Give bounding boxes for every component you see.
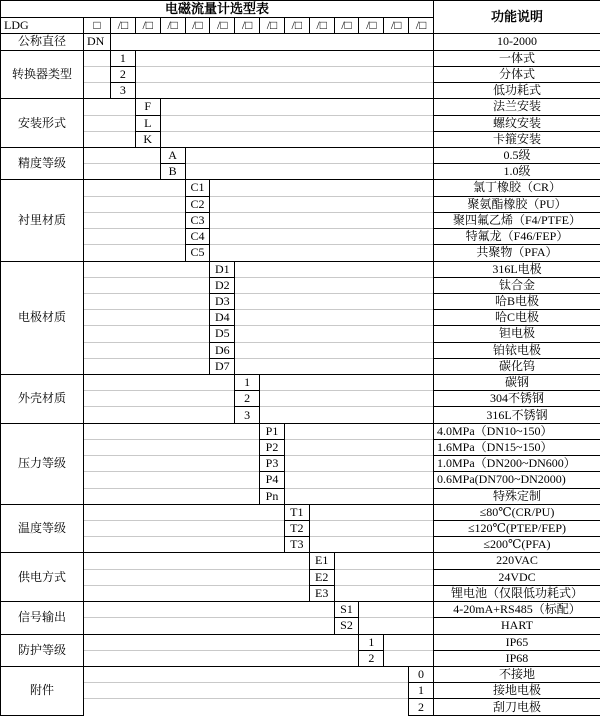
- left-span-cell: [84, 521, 285, 537]
- function-cell: 1.0级: [433, 164, 600, 180]
- right-span-cell: [334, 553, 433, 569]
- code-cell: D2: [210, 277, 235, 293]
- right-span-cell: [160, 99, 433, 115]
- code-cell: D5: [210, 326, 235, 342]
- code-cell: T1: [284, 504, 309, 520]
- function-cell: 钛合金: [433, 277, 600, 293]
- code-cell: E3: [309, 585, 334, 601]
- left-span-cell: [84, 602, 335, 618]
- right-span-cell: [135, 66, 433, 82]
- selection-row: [1, 456, 600, 472]
- right-span-cell: [160, 115, 433, 131]
- category-cell: 电极材质: [1, 261, 84, 375]
- code-cell: P1: [260, 423, 285, 439]
- function-cell: 聚氨酯橡胶（PU）: [433, 196, 600, 212]
- model-slash-box-cell: /□: [260, 18, 285, 34]
- code-cell: B: [160, 164, 185, 180]
- function-cell: 氯丁橡胶（CR）: [433, 180, 600, 196]
- function-cell: 特殊定制: [433, 488, 600, 504]
- function-cell: ≤200℃(PFA): [433, 537, 600, 553]
- model-slash-box-cell: /□: [409, 18, 434, 34]
- right-span-cell: [309, 504, 433, 520]
- category-cell: 公称直径: [1, 34, 84, 50]
- function-cell: 220VAC: [433, 553, 600, 569]
- function-cell: 卡箍安装: [433, 131, 600, 147]
- left-span-cell: [84, 537, 285, 553]
- function-cell: 碳钢: [433, 375, 600, 391]
- function-cell: 一体式: [433, 50, 600, 66]
- function-cell: 碳化钨: [433, 358, 600, 374]
- right-span-cell: [160, 131, 433, 147]
- model-slash-box-cell: /□: [111, 18, 136, 34]
- left-span-cell: [84, 131, 136, 147]
- selection-row: [1, 602, 600, 618]
- left-span-cell: [84, 147, 161, 163]
- selection-row: [1, 326, 600, 342]
- selection-row: [1, 699, 600, 716]
- function-cell: 316L电极: [433, 261, 600, 277]
- function-cell: IP68: [433, 650, 600, 666]
- model-slash-box-cell: /□: [384, 18, 409, 34]
- right-span-cell: [235, 326, 434, 342]
- code-cell: C4: [185, 229, 210, 245]
- code-cell: P4: [260, 472, 285, 488]
- right-span-cell: [284, 488, 433, 504]
- code-cell: A: [160, 147, 185, 163]
- category-cell: 安装形式: [1, 99, 84, 148]
- function-cell: 共聚物（PFA）: [433, 245, 600, 261]
- right-span-cell: [185, 164, 433, 180]
- left-span-cell: [84, 423, 260, 439]
- left-span-cell: [84, 164, 161, 180]
- selection-row: [1, 83, 600, 99]
- function-cell: 哈B电极: [433, 293, 600, 309]
- left-span-cell: [84, 634, 359, 650]
- selection-row: [1, 50, 600, 66]
- selection-row: [1, 521, 600, 537]
- selection-row: [1, 488, 600, 504]
- selection-row: [1, 683, 600, 699]
- function-cell: 10-2000: [433, 34, 600, 50]
- right-span-cell: [284, 472, 433, 488]
- selection-row: [1, 423, 600, 439]
- selection-row: [1, 666, 600, 682]
- model-slash-box-cell: /□: [359, 18, 384, 34]
- code-cell: Pn: [260, 488, 285, 504]
- right-span-cell: [384, 650, 434, 666]
- left-span-cell: [84, 310, 210, 326]
- function-cell: ≤80℃(CR/PU): [433, 504, 600, 520]
- right-span-cell: [135, 83, 433, 99]
- function-cell: 24VDC: [433, 569, 600, 585]
- right-span-cell: [235, 293, 434, 309]
- right-span-cell: [260, 375, 434, 391]
- code-cell: 1: [111, 50, 136, 66]
- selection-row: [1, 245, 600, 261]
- left-span-cell: [84, 99, 136, 115]
- function-cell: IP65: [433, 634, 600, 650]
- left-span-cell: [84, 618, 335, 634]
- code-cell: D1: [210, 261, 235, 277]
- function-cell: 接地电极: [433, 683, 600, 699]
- right-span-cell: [235, 310, 434, 326]
- category-cell: 供电方式: [1, 553, 84, 602]
- model-slash-box-cell: /□: [160, 18, 185, 34]
- model-slash-box-cell: /□: [235, 18, 260, 34]
- code-cell: E1: [309, 553, 334, 569]
- selection-row: [1, 277, 600, 293]
- selection-row: [1, 472, 600, 488]
- function-cell: 1.6MPa（DN15~150）: [433, 439, 600, 455]
- right-span-cell: [210, 245, 434, 261]
- left-span-cell: [84, 342, 210, 358]
- code-cell: C5: [185, 245, 210, 261]
- left-span-cell: [84, 472, 260, 488]
- right-span-cell: [210, 180, 434, 196]
- selection-row: [1, 618, 600, 634]
- right-span-cell: [235, 277, 434, 293]
- left-span-cell: [84, 293, 210, 309]
- right-span-cell: [359, 618, 434, 634]
- right-span-cell: [235, 342, 434, 358]
- model-box-cell: □: [84, 18, 111, 34]
- left-span-cell: [84, 245, 186, 261]
- right-span-cell: [309, 521, 433, 537]
- code-cell: S1: [334, 602, 359, 618]
- function-cell: 螺纹安装: [433, 115, 600, 131]
- code-cell: 1: [359, 634, 384, 650]
- left-span-cell: [84, 391, 235, 407]
- code-cell: 0: [409, 666, 434, 682]
- selection-row: [1, 34, 600, 50]
- selection-row: [1, 634, 600, 650]
- code-cell: C1: [185, 180, 210, 196]
- code-cell: T2: [284, 521, 309, 537]
- left-span-cell: [84, 650, 359, 666]
- model-slash-box-cell: /□: [185, 18, 210, 34]
- left-span-cell: [84, 585, 310, 601]
- selection-row: [1, 180, 600, 196]
- right-span-cell: [284, 456, 433, 472]
- code-cell: K: [135, 131, 160, 147]
- selection-row: [1, 375, 600, 391]
- left-span-cell: [84, 358, 210, 374]
- function-cell: 不接地: [433, 666, 600, 682]
- code-cell: 2: [111, 66, 136, 82]
- code-cell: F: [135, 99, 160, 115]
- right-span-cell: [210, 212, 434, 228]
- selection-row: [1, 66, 600, 82]
- left-span-cell: [84, 180, 186, 196]
- selection-row: [1, 164, 600, 180]
- function-cell: 哈C电极: [433, 310, 600, 326]
- selection-row: [1, 439, 600, 455]
- model-slash-box-cell: /□: [135, 18, 160, 34]
- function-cell: 0.5级: [433, 147, 600, 163]
- code-cell: 2: [235, 391, 260, 407]
- selection-row: [1, 342, 600, 358]
- left-span-cell: [84, 699, 409, 716]
- function-cell: 聚四氟乙烯（F4/PTFE）: [433, 212, 600, 228]
- model-slash-box-cell: /□: [284, 18, 309, 34]
- category-cell: 转换器类型: [1, 50, 84, 99]
- left-span-cell: [84, 439, 260, 455]
- code-cell: 3: [111, 83, 136, 99]
- code-cell: P3: [260, 456, 285, 472]
- code-cell: 1: [409, 683, 434, 699]
- code-cell: P2: [260, 439, 285, 455]
- title-row: [1, 1, 600, 18]
- function-cell: 特氟龙（F46/FEP）: [433, 229, 600, 245]
- function-cell: 法兰安装: [433, 99, 600, 115]
- function-cell: 锂电池（仅限低功耗式）: [433, 585, 600, 601]
- selection-row: [1, 537, 600, 553]
- right-span-cell: [185, 147, 433, 163]
- left-span-cell: [84, 115, 136, 131]
- function-cell: 4-20mA+RS485（标配）: [433, 602, 600, 618]
- sheet-title: 电磁流量计选型表: [1, 1, 434, 18]
- function-cell: 1.0MPa（DN200~DN600）: [433, 456, 600, 472]
- left-span-cell: [84, 277, 210, 293]
- left-span-cell: [84, 212, 186, 228]
- function-cell: 刮刀电极: [433, 699, 600, 716]
- code-cell: C2: [185, 196, 210, 212]
- selection-row: [1, 229, 600, 245]
- model-slash-box-cell: /□: [334, 18, 359, 34]
- right-span-cell: [210, 229, 434, 245]
- left-span-cell: [84, 553, 310, 569]
- right-span-cell: [235, 358, 434, 374]
- left-span-cell: [84, 229, 186, 245]
- left-span-cell: [84, 407, 235, 423]
- right-span-cell: [284, 423, 433, 439]
- selection-row: [1, 650, 600, 666]
- code-cell: L: [135, 115, 160, 131]
- right-span-cell: [210, 196, 434, 212]
- selection-row: [1, 553, 600, 569]
- category-cell: 衬里材质: [1, 180, 84, 261]
- right-span-cell: [284, 439, 433, 455]
- left-span-cell: [84, 666, 409, 682]
- code-cell: D7: [210, 358, 235, 374]
- right-span-cell: [359, 602, 434, 618]
- function-cell: ≤120℃(PTEP/FEP): [433, 521, 600, 537]
- code-cell: 2: [409, 699, 434, 716]
- code-cell: D4: [210, 310, 235, 326]
- selection-row: [1, 115, 600, 131]
- table-body: [1, 1, 600, 716]
- right-span-cell: [334, 585, 433, 601]
- right-span-cell: [384, 634, 434, 650]
- right-span-cell: [260, 391, 434, 407]
- function-cell: 铂铱电极: [433, 342, 600, 358]
- code-cell: S2: [334, 618, 359, 634]
- code-cell: C3: [185, 212, 210, 228]
- left-span-cell: [84, 83, 111, 99]
- left-span-cell: [84, 456, 260, 472]
- selection-row: [1, 196, 600, 212]
- left-span-cell: [84, 66, 111, 82]
- right-span-cell: [260, 407, 434, 423]
- code-cell: T3: [284, 537, 309, 553]
- category-cell: 压力等级: [1, 423, 84, 504]
- code-cell: D3: [210, 293, 235, 309]
- selection-row: [1, 147, 600, 163]
- function-cell: 0.6MPa(DN700~DN2000): [433, 472, 600, 488]
- selection-row: [1, 261, 600, 277]
- right-span-cell: [135, 50, 433, 66]
- left-span-cell: [84, 50, 111, 66]
- right-span-cell: [111, 34, 434, 50]
- selection-row: [1, 310, 600, 326]
- left-span-cell: [84, 196, 186, 212]
- left-span-cell: [84, 326, 210, 342]
- function-cell: 分体式: [433, 66, 600, 82]
- selection-row: [1, 569, 600, 585]
- selection-row: [1, 212, 600, 228]
- code-cell: E2: [309, 569, 334, 585]
- function-cell: 316L不锈钢: [433, 407, 600, 423]
- function-cell: 钽电极: [433, 326, 600, 342]
- selection-row: [1, 358, 600, 374]
- function-cell: 4.0MPa（DN10~150）: [433, 423, 600, 439]
- model-slash-box-cell: /□: [309, 18, 334, 34]
- left-span-cell: [84, 504, 285, 520]
- code-cell: D6: [210, 342, 235, 358]
- selection-row: [1, 99, 600, 115]
- model-prefix-cell: LDG: [1, 18, 84, 34]
- right-span-cell: [309, 537, 433, 553]
- function-cell: 304不锈钢: [433, 391, 600, 407]
- left-span-cell: [84, 683, 409, 699]
- code-cell: 2: [359, 650, 384, 666]
- left-span-cell: [84, 488, 260, 504]
- category-cell: 附件: [1, 666, 84, 715]
- model-slash-box-cell: /□: [210, 18, 235, 34]
- selection-row: [1, 131, 600, 147]
- category-cell: 温度等级: [1, 504, 84, 553]
- selection-row: [1, 407, 600, 423]
- code-cell: 3: [235, 407, 260, 423]
- selection-row: [1, 293, 600, 309]
- function-cell: 低功耗式: [433, 83, 600, 99]
- category-cell: 外壳材质: [1, 375, 84, 424]
- code-cell: DN: [84, 34, 111, 50]
- right-span-cell: [334, 569, 433, 585]
- selection-row: [1, 391, 600, 407]
- right-span-cell: [235, 261, 434, 277]
- function-column-header: 功能说明: [433, 1, 600, 34]
- selection-row: [1, 504, 600, 520]
- left-span-cell: [84, 261, 210, 277]
- function-cell: HART: [433, 618, 600, 634]
- category-cell: 信号输出: [1, 602, 84, 634]
- code-cell: 1: [235, 375, 260, 391]
- category-cell: 防护等级: [1, 634, 84, 666]
- category-cell: 精度等级: [1, 147, 84, 179]
- left-span-cell: [84, 375, 235, 391]
- selection-row: [1, 585, 600, 601]
- left-span-cell: [84, 569, 310, 585]
